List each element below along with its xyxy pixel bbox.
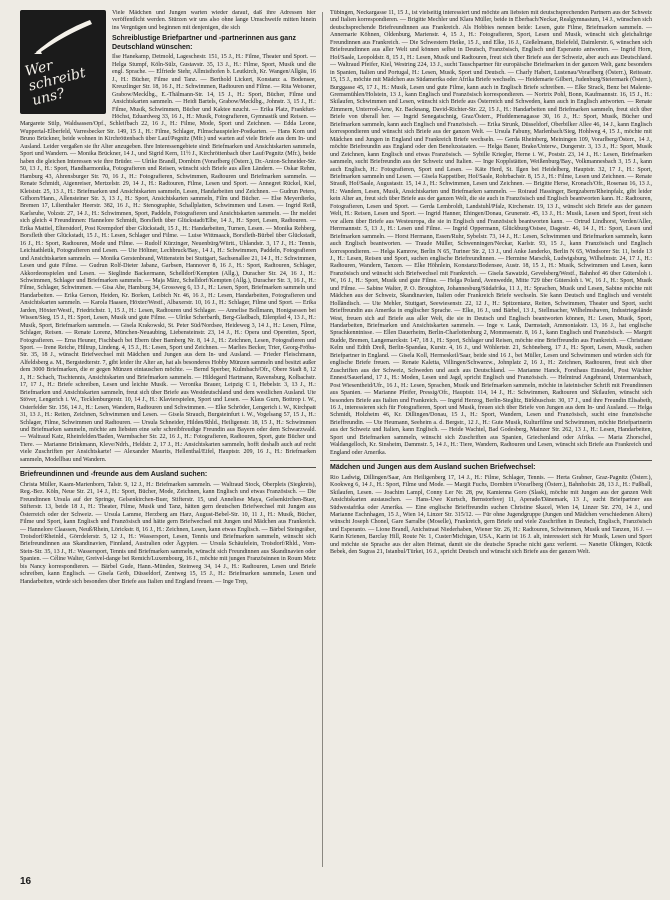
- section-divider: [20, 467, 316, 468]
- section-text-abroad: Christa Müller, Kaam-Marienborn, Talstr. 9, 12 J., H.: Briefmarken sammeln. — Waltraud Stock, Oberpleis (Siegkreis), Reg.-Bez. Köln, Neue Str. 21, 14 J., H.: Sport, Bücher, Mode, Zeichnen, kann Englisch und etwas Französisch. — Die Freundinnen Ursula auf der Springe, Gelsenkirchen-Buer, Stifterstr. 15, und Anneliese Maya, Gelsenkirchen-Buer, Stifterstr. 13, beide 18 J., H.: Theater, Filme, Musik und Tanz, hätten gern deutschen Briefwechsel mit Jungen aus Österreich oder der Schweiz. — Ursula Lamme, Herzberg am Harz, August-Bebel-Str. 10, 11 J., H.: Musik, Bücher, Filme und Sport, kann Englisch und Französisch und hätte gern Briefwechsel mit Jungen und Mädchen aus Frankreich. — Hannelore Claassen, Neuß/Rhein, Lörickstr. 8, 16 J., H.: Zeichnen, Lesen, kann etwas Englisch. — Bärbel Steingräber, Troisdorf/Rheinld., Görrdelerstr. 5, 12 J., H.: Wassersport, Lesen, Tennis und Briefmarken sammeln, wünscht sich Briefreundinnen aus Skandinavien, Finnland, Australien oder Ägypten. — Ursula Schäufelein, Troisdorf/Rhld., Vom-Stein-Str. 35, 13 J., H.: Wassersport, Tennis und Briefmarken sammeln, wünscht sich Freundinnen aus Skandinavien oder Spanien. — Céline Walter, Greivel-dange bei Remich/Luxembourg, 16 J., möchte mit jungen Französinnen in Roum Metz bis Nancy korrespondieren. — Bärbel Gude, Hann.-Münden, Steinweg 34, 14 J., H.: Radtouren, Lesen und Briefe schreiben, kann Englisch. — Gisela Gröb, Düsseldorf, Zentweg 15, 15 J., H.: Briefmarken sammeln, Lesen und Handarbeiten, würde sich besonders über Briefe aus Italien und England freuen. — Inge Trep,: [20, 481, 316, 585]
- section-heading-germany: Schreiblustige Briefpartner und -partnerinnen aus ganz Deutschland wünschen:: [112, 35, 296, 51]
- page-number: 16: [20, 876, 32, 887]
- section-heading-abroad: Briefreundinnen und -freunde aus dem Ausland suchen:: [20, 471, 208, 479]
- left-column: [20, 10, 316, 868]
- continuation-text: Tübingen, Neckargasse 11, 15 J., ist vielseitig interessiert und möchte am liebsten mit deutschsprechenden Partnern aus der Schweiz und Italien korrespondieren. — Brigitte Mechler und Klara Müller, beide in Eberbach/Neckar, Realgymnasium, 14 J., wünschen sich deutschsprechende Briefreundinnen aus Frankreich. Als Hobbies nennen beide: Lesen, gute Filme, Briefmarken sammeln. — Annemarie Köhnen, Oldenburg, Marienstr. 4, 15 J., H.: Fotografieren, Sport, Lesen und Musik, wünscht sich gleichaltrige Freundinnen aus Frankreich. — Die Schwestern Heike, 15 J., und Elke, 16 J., Gießelmann, Bielefeld, Daimlerstr. 6, wünschen sich Briefreundinnen aus aller Welt und können selbst in Deutsch, Französisch, Englisch und Esperanto antworten. — Ingrid Horn, Hof/Saale, Leopoldstr. 8, 15 J., H.: Lesen, Musik und Radtouren, freut sich über Briefe aus der Schweiz, aber auch aus Deutschland. — Waltraud Pfeifer, Kiel, Westring 224, 13 J., sucht Tauschpartner für europäische Briefmarken in der ganzen Welt, ganz besonders in Spanien, Italien und Portugal, H.: Lesen, Musik, Sport und Deutsch. — Charly Habert, Lustenau/Vorarlberg (Österr.), Reiteastr. 15, 15 J., möchte mit Mädchen aus Südamerika oder Afrika Briefe wechseln. — Heidemarie Gilbert, Judenburg/Steiermark (Österr.), Burggasse 45, 17 J., H.: Musik, Lesen und gute Filme, kann auch in Englisch Briefe schreiben. — Elke Strack, Benz bei Malente-Gremsmühlen/Holstein, 13 J., kann Englisch und Französisch korrespondieren. — Nortrix Pohl, Bonn, Kaufmannstr. 16, 15 J., H.: Skilaufen, Schwimmen und Lesen, wünscht sich Briefe aus Österreich und Schweden, kann auch in Englisch antworten. — Renate Zimmern, Unterrod-Arne, Kr. Backnang, David-Richter-Str. 22, 15 J., H.: Handarbeiten und Briefmarken sammeln, freut sich über Briefe von überall her. — Ingrid Senegatschnig, Graz/Österr., Pfuddemenagasse 30, 16 J., H.: Sport, Musik, Bücher und Briefmarken sammeln, kann auch Englisch und Französisch. — Erika Strunk, Düsseldorf, Oberbilker Allee 46, 14 J., kann Englisch korrespondieren und wünscht sich Briefe aus der ganzen Welt. — Ursula Fabuny, Marlenbach/Sieg, Hohlweg 4, 15 J., möchte mit Mädchen und Jungen in England und Frankreich Briefe wechseln. — Gerda Rheinberg, Meiningen 109, Vorarlberg/Österr., 14 J., möchte Briefreundin aus England oder den Beneluxstaaten. — Helga Bauer, Brake/Unterw., Dungerstr. 3, 13 J., H.: Sport, Musik und Zeichnen, kann Englisch und etwas Französisch. — Sybille Kriegler, Herne i. W., Poststr. 23, 14 J., H.: Lesen, Briefmarken sammeln, sucht Briefreundin aus der Schweiz und Italien. — Inge Kopplstätten, Weißenburg/Bay., Volkmannesbach 3, 15 J., kann auch Englisch, H.: Fotografieren, Sport und Lesen. — Käte Herd, St. Ilgen bei Heidelberg, Hauptstr. 32, 17 J., H.: Sport, Briefmarken sammeln und Lesen. — Gisela Kappstiber, Hof/Saale, Rohrbachstr. 8, 15 J., H.: Filme, Lesen und Zeichnen. — Renate Strauß, Hof/Saale, Augustastr. 15, 14 J., H.: Schwimmen, Lesen und Zeichnen. — Brigitte Herse, Kronach/Ofr., Rosenau 16, 13 J., H.: Wandern, Lesen, Musik, Ansichtskarten und Briefmarken sammeln. — Roiraud Hassinger, Bergzabern/Rheinpfalz, gibt leider kein Alter an, freut sich über Briefe aus der ganzen Welt, die sie auch in Französisch und Englisch beantworten kann. H.: Radtouren, Fotografieren, Lesen und Sport. — Gerda Lembroldt, Landstuhl/Pfalz, Kirchenstr. 19, 13 J., wünscht sich Briefe aus der ganzen Welt, H.: Reisen, Lesen und Sport. — Ingrid Hanner, Ehingen/Donau, Grunenstr. 45, 13 J., H.: Musik, Lesen und Sport, freut sich vor allem über Briefe aus Westeuropa, die sie in Englisch und Französisch beantworten kann. — Ortrud Lindhorst, Verden/Aller, Herrmannstr. 5, 13 J., H.: Lesen und Filme. — Ingrid Oppermann, Glückburg/Ostsee, Dagestr. 46, 14 J., H.: Sport, Lesen und Briefmarken sammeln. — Horst Hermann, Essen/Ruhr, Sybelstr. 73, 14 J., H.: Lesen, Schwimmen und Briefmarken sammeln, kann auch Englisch beantworten. — Traude Müller, Schwenningen/Neckar, Karlstr. 93, 15 J., kann Französisch und Englisch korrespondieren. — Helga Kamrow, Berlin N 65, Turiner Str. 2, 13 J., und Anke Janderko, Berlin N 65, Windsorer Str. 11, beide 13 J., H.: Lesen, Reisen und Sport, suchen englische Briefreundinnen. — Hermine Marschk, Ludwigsburg, Wilhelmstr. 24, 17 J., H.: Radtouren, Wandern, Tanzen. — Elke Höhnlein, Konstanz/Bodensee, Austr. 18, 15 J., H.: Musik, Schwimmen und Lesen, kann Französisch und wünscht sich Briefwechsel mit Frankreich. — Gisela Sawatzki, Gevelsberg/Westf., Bahnhof 46 über Gütersloh i. W., 16 J., H.: Sport, Musik und gute Filme. — Helga Poland, Avenwedde, Mitte 729 über Gütersloh i. W., 16 J., H.: Sport, Musik und Filme. — Sabine Walter, P. O. Broughton, Johannesburg/Südafrika, 11 J., H.: Sprachen, Musik und Lesen, Sabine möchte mit Mädchen aus der Schweiz, Skandinavien, Italien oder Frankreich Briefe wechseln. Sie kann Deutsch und Englisch und versteht Holländisch. — Ute Mehler, Stuttgart, Seewiesenstr. 22, 12 J., H.: Spitzentanz, Reiten, Schwimmen, Theater und Sport, sucht Brieffreundin aus Amerika in englischer Sprache. — Elke, 16 J., und Bärbel, 13 J., Stellmacher, Wilhelmshaven, Industriegelände West, freuen sich auf Briefe aus aller Welt, die sie in Deutsch und Englisch beantworten können, H.: Lesen, Musik, Sport, Handarbeiten, Briefmarken und Ansichtskarten sammeln. — Inge v. Lauk, Darmstadt, Ammoniakstr. 13, 16 J., hat englische Sprachkenntnisse. — Ellen Dauerheim, Berlin-Charlottenburg 2, Mommsenstr. 8, 16 J., kann Englisch und Französisch. — Margrit Budde, Bremen, Langemarckstr. 147, 18 J., H.: Sport, Schlager und Reisen, möchte eine Brieffreundin aus Frankreich. — Christiane Kelm und Edith Dreß, Berlin-Spandau, Kurstr. 4, 16 J., und Wöhlertstr. 21, Schöneberg, 17 J., H.: Sport, Lesen, Musik, suchen Briefpartner in England. — Gisela Koll, Hermeskeil/Saar, beide sind 16 J., bei Müller, Lesen und Schwimmen und würden sich für englische Briefe freuen. — Renate Kaletta, Villingen/Schwarzw., Johnplatz 2, 16 J., H.: Zeichnen, Radtouren, freut sich über Zuschriften aus der Schweiz, Schweden und auch aus Deutschland. — Marianne Hanck, Forsthaus Einsiedel, Post Wächter Ennest/Sauerland, 17 J., H.: Moden, Lesen und Jagd, spricht Englisch und Französisch. — Helmtrud Angebrand, Untermarsbach, Post Wiesentheid/Ufr., 16 J., H.: Lesen, Sprachen, Musik und Briefmarken sammeln, möchte in lateinischer Schrift mit Freundinnen aus Spanien. — Marianne Pfeifer, Pressig/Ofr., Hauptstr. 114, 14 J., H.: Schwimmen, Radtouren und Skilaufen, wünscht sich besonders Briefe aus Italien und Frankreich. — Ingrid Herzog, Berlin-Steglitz, Birkbuschstr. 30, 17 J., und ihre Freundin Elisabeth, 16 J., interessieren sich für Fotografieren, Sport und Musik, freuen sich über Briefe von Jungen aus dem In- und Ausland. — Helga Schmidt, Holzheim 46, Kr. Dillingen/Donau, 15 J., H.: Sport, Wandern, Lesen und Französisch, sucht eine französische Brieffreundin. — Ute Heumann, Seeheim a. d. Bergstr., 12 J., H.: Gute Musik, Kulturfilme und Schwimmen, möchte Briefpartnerin aus der Schweiz und Italien, kann Englisch. — Heide Wachtel, Bad Godesberg, Mainzer Str. 262, 13 J., H.: Lesen, Handarbeiten, Sport und Briefmarken sammeln, wünscht sich Zuschriften aus Spanien, Griechenland oder Afrika. — Maria Zhorschel, Waldangelloch, Kr. Sinsheim, Dammstr. 5, 14 J., H.: Tiere, Wandern, Radtouren und Lesen, wünscht sich Briefe aus Frankreich und England oder Amerika.: [330, 10, 652, 456]
- intro-graphic-box: [20, 10, 106, 114]
- section-text-germany: Ilse Hanekamp, Detmold, Lageschestr. 151, 15 J., H.: Filme, Theater und Sport. — Helga Stumpf, Köln-Sülz, Gustavstr. 35, 13 J., H.: Filme, Sport, Musik und die engl. Sprache. — Elfriede Stehr, Allmisthofen b. Leutkirch, Kr. Wangen/Allgäu, 16 J., H.: Bücher, Filme und Tanz. — Berthold Lickert, Konstanz a. Bodensee, Kreuzlinger Str. 18, 16 J., H.: Schwimmen, Radtouren und Filme. — Rita Weissner, Grabow/Mecklbg., E.-Thälmann-Str. 14, 15 J., H.: Sport, Bücher, Filme und Ansichtskarten sammeln. — Heidi Bartels, Grabow/Mecklbg., Johnstr. 3, 15 J., H.: Filme, Musik, Schwimmen, Bücher und Kaktee nzucht. — Erika Platz, Frankfurt-Höchst, Eduardweg 33, 16 J., H.: Musik, Fotografieren, Gymnastik und Reisen. — Margarete Stilp, Waldsassen/Opf., Schleifbach 22, 16 J., H.: Filme, Mode, Sport und Zeichnen. — Edda Leone, Wuppertal-Elberfeld, Varresbecker Str. 149, 15 J., H.: Filme, Schlager, Filmschauspieler-Postkarten. — Hans Korn und Bruno Brückner, beide wohnen in Kirchröttenbach über Lauf/Pegnitz (Mfr.) und warten auf viele Briefe aus dem In- und Ausland. Leider vergaßen sie ihr Alter anzugeben. Ihre Interessengebiete sind: Briefmarken und Ansichtskarten sammeln, Sport und Wandern. — Monika Brückner, 14 J., und Sigrid Kern, 11½ J., Kirchröttenbach über Lauf/Pegnitz (Mfr.), beide haben die gleichen Interessen wie ihre Brüder. — Ulrike Brandl, Dornbirn (Vorarlberg (Österr.), Dr.-Anton-Schneider-Str. 50, 13 J., H.: Sport, Handharmonika, Fotografieren und Reisen, wünscht sich Briefe aus allen Ländern. — Oskar Rehm, Hamburg 43, Ahrensburger Str. 70, 16 J., H.: Fotografieren, Schwimmen, Radtouren und Briefmarken sammeln. — Renate Schmidt, Aigenreiser, Mertzelstr. 29, 14 J., H.: Radtouren, Filme, Lesen und Sport. — Annegret Rückel, Kiel, Kleiststr. 25, 13 J., H.: Briefmarken und Ansichtskarten sammeln, Lesen, Handarbeiten und Zeichnen. — Gudrun Peters, Gifhorn/Hann., Allensteiner Str. 3, 13 J., H.: Sport, Ansichtskarten sammeln, Film und Bücher. — Else Meyerdierks, Bremen 17, Lilienthaler Heerstr. 382, 16 J., H.: Stenographie, Schallplatten, Schwimmen und Lesen. — Ingrid Reiß, Karlsruhe, Volzstr. 27, 14 J., H.: Schwimmen, Sport, Paddeln, Fotografieren und Ansichtskarten sammeln. — Ihr meldet sich gleich 4 Freundinnen: Hannelore Schmidt, Borsfleth über Glückstadt/Elbe, 14 J., H.: Sport, Lesen, Radtouren. — Erika Mattiel, Elterstdorf, Post Krempdorf über Glückstadt, 15 J., H.: Handarbeiten, Turnen, Lesen. — Monika Rehberg, Borsfleth über Glückstadt, 15 J., H.: Lesen, Schlager und Filme. — Luise Wittmaack, Borsfleth-Bürbel über Glückstadt, 16 J., H.: Sport, Radtouren, Mode und Filme. — Rudolf Kürzinger, Neuenbürg/Württ., Uhlandstr. 3, 17 J., H.: Tennis, Leichtathletik, Fotografieren und Lesen. — Ute Höltner, Lechbruck/Bay., 14 J., H.: Schwimmen, Paddeln, Fotografieren und Ansichtskarten sammeln. — Monika Gerstenbrand, Wittenstein bei Stuttgart, Sachsenallee 21, 14 J., H.: Schwimmen, Lesen und gute Filme. — Gudrun Rolf-Dieter Jabanz, Garbsen, Hannover 8, 16 J., H.: Sport, Radtouren, Schlager, Akkordeonspielen und Lesen. — Sieglinde Backermann, Schelldorf/Kempten (Allg.), Duracher Str. 24, 16 J., H.: Schwimmen, Schlager und Briefmarken sammeln. — Maja März, Schelldorf/Kempten (Allg.), Duracher Str. 3, 16 J., H.: Filme, Schlager, Schwimmen. — Gisa Ahe, Hamburg 34, Grossweg 6, 13 J., H.: Lesen, Sport, Briefmarken sammeln und Handarbeiten. — Erika Gerson, Heiden, Kr. Borken, Leibich Nr. 46, 16 J., H.: Lesen, Handarbeiten, Fotografieren und Ansichtskarten sammeln. — Karola Haasen, Höxter/Westf., Albaxerstr. 10, 16 J., H.: Schlager, Filme und Sport. — Erika Jarden, Höxter/Westf., Friedrichstr. 1, 15 J., H.: Lesen, Radtouren und Schlager. — Annelise Bollmann, Honigsessen bei Wissen/Sieg, 15 J., H.: Sport, Lesen, Musik und gute Filme. — Ulrike Scherbarth, Berg-Gladbach, Eilenpfad 4, 13 J., H.: Musik, Sport, Briefmarken sammeln. — Gisela Krakowski, St. Peter Süd/Nordsee, Heideweg 3, 14 J., H.: Lesen, Filme, Schlager, Reisen. — Renate Lorenz, München-Neuaubing, Liebensteinstr. 23, 14 J., H.: Opera und Operetten, Sport, Fotografieren. — Erna Heuner, Fischbach bei Ebern über Bamberg Nr. 8, 14 J., H.: Zeichnen, Lesen, Fotografieren und Sport. — Irene Reiche, Hiltrup, Lindeng. 4, 15 J., H.: Lesen, Sport und Zeichnen. — Marlies Becker, Trier, Georg-Fröba-Str. 35, 18 J., wünscht Briefwechsel mit Mädchen und Jungen aus dem In- und Ausland. — Frieder Fleischmann, Alfeldsberg a. M., Bergstedterstr. 7, gibt leider ihr Alter an, hat als besonderes Hobby Münzen sammeln und besitzt außer dem 3000 Briefmarken, die er gegen Münzen eintauschen möchte. — Bernd Sperber, Kulmbach/Ofr., Obere Stadt 8, 12 J., H.: Schach, Tischtennis, Ansichtskarten und Briefmarken sammeln. — Hildegard Hartmann, Ravensburg, Kolbachstr. 17, 17 J., H.: Briefe schreiben, Lesen und leichte Musik. — Veronika Brauer, Leipzig C 1, Hebelstr. 3, 13 J., H.: Briefmarken und Ansichtskarten sammeln, freut sich über Briefe aus Westdeutschland und dem westlichen Ausland. Ute Stöver, Lengerich i. W., Tecklenburgerstr. 10, 14 J., H.: Klavierspielen, Sport und Lesen. — Klaus Gurn, Bottrop i. W., Osterfelder Str. 156, 14 J., H.: Lesen, Wandern, Radtouren und Schwimmen. — Elke Schröder, Lengerich i. W., Kirchpatt 31, 13 J., H.: Reiten, Zeichnen, Schwimmen und Lesen. — Gisela Strauch, Burgsteinfurt i. W., Vogelsang 57, 15 J., H.: Schlager, Filme, Schwimmen und Radtouren. — Ursula Schneider, Hilden/Rhld., Heiligenstr. 18, 15 J., H.: Schwimmen und Briefmarken sammeln, möchte am liebsten eine sehr schreibfreudige Freundin aus Bayern oder dem Schwarzwald. — Waltraud Katz, Rheinfelden/Baden, Warmbacher Str. 22, 16 J., H.: Fotografieren, Radtouren, Sport, gute Bücher und Tiere. — Marianne Brinkmann, Kleve/Ndrh., Heldstr. 2, 17 J., H.: Ansichtskarten sammeln, hofft deshalb auch auf recht viele Zuschriften per Ansichtskarte! — Alexander Maurits, Hellenthal/Eifel, Hauptstr. 209, 16 J., H.: Briefmarken sammeln, Modellbau und Wandern.: [20, 54, 316, 463]
- intro-text: Viele Mädchen und Jungen warten wieder darauf, daß ihre Adressen hier veröffentlicht werden. Stürzen wir uns also ohne lange Umschweife mitten hinein ins Vergnügen und beginnen mit denjenigen, die sich: [112, 10, 316, 31]
- right-column: [330, 10, 652, 868]
- section-heading-foreign: Mädchen und Jungen aus dem Ausland suchen Briefwechsel:: [330, 464, 536, 472]
- intro-graphic-title: Wer schreibt uns?: [23, 57, 88, 110]
- column-divider: [322, 12, 323, 867]
- section-text-foreign: Rio Ladwig, Dillingen/Saar, Am Heiligenberg 17, 14 J., H.: Filme, Schlager, Tennis. — Herta Grabner, Graz-Pagnitz (Österr.), Kookweg 6, 14 J., H.: Sport, Filme und Mode. — Margit Fuchs, Dornbirn i/Vorarlberg (Österr.), Bahnhofstr. 28, 13 J., H.: Fußball, Skilaufen, Lesen. — Joachim Lampl, Conny Ler Nr. 28, pw, Kamienna Goro (Slask), möchte mit Jungen aus der ganzen Welt Ansichtskarten austauschen. — Hans-Uwe Kurtsch, Bernstorfsvej 11, Aperade/Dänemark, 13 J., sucht Briefpartner aus Südwestafrika oder Amerika. — Eine englische Brieffreundin suchen Christine Skacel, Wien 14, Linzer Str. 270, 14 J., und Marianne Eschnhagen, 15 J., Wien 14, Linzer Str. 315/12. — Für ohne Jugendgruppe (Jungen und Mädchen verschiedenen Alters) wünscht Joseph Chonel, Gare Sarralbe (Moselle), Frankreich, gern Briefe und viele Zuschriften in Deutsch, Englisch, Französisch und Esperanto. — Lione Brandl, Anichstraat Niederhaben, Wiener Str. 26, H.: Radtouren, Schwimmen, Musik und Tanzen, 16 J. — Karin Krienen, Barclay Hill, Route Nr. 1, Custer/Michigan, USA., Karin ist 16 J. alt, interessiert sich für Musik, Lesen und Sport und möchte sie Sprache aus der alten Heimat, damit sie die deutsche Sprache nicht ganz verlernt. — Nanette Ülkingen, Kücük Bebek, den Sugras 21, Istanbul/Türkei, 16 J., spricht Deutsch und wünscht sich Briefe aus der ganzen Welt.: [330, 474, 652, 556]
- section-divider: [330, 460, 652, 461]
